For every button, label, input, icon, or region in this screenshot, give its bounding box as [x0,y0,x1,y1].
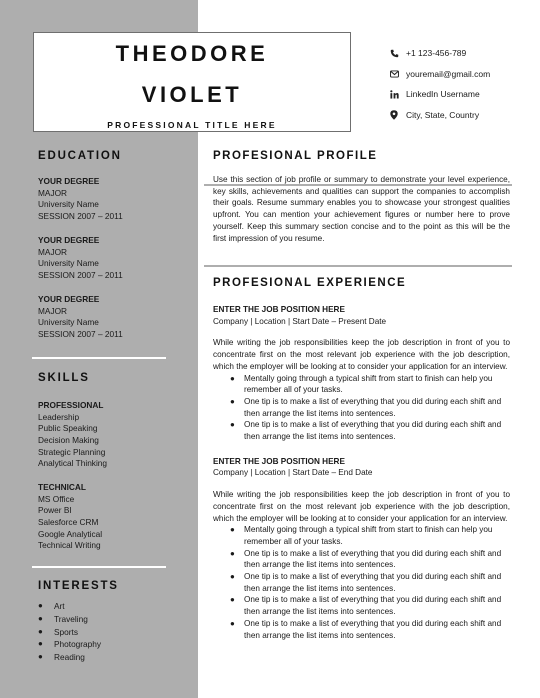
degree-title: YOUR DEGREE [38,294,100,304]
session-dates: SESSION 2007 – 2011 [38,269,123,280]
degree-title: YOUR DEGREE [38,235,100,245]
skill-item: Leadership [38,411,80,422]
education-section [38,150,166,340]
contact-phone-text: +1 123-456-789 [406,48,467,59]
list-item: ● One tip is to make a list of everything that you did during each shift and then arrange the list items into sentences. [230,595,502,617]
job-bullets [230,373,510,443]
section-divider [32,357,166,359]
job-meta: Company | Location | Start Date – Present Date [213,316,387,326]
list-item: ● One tip is to make a list of everything that you did during each shift and then arrange the list items into sentences. [230,618,502,640]
session-dates: SESSION 2007 – 2011 [38,210,123,221]
list-item: ● Mentally going through a typical shift from start to finish can help you remember all of your tasks. [230,525,493,546]
contact-linkedin-text: LinkedIn Username [406,89,480,100]
job-meta: Company | Location | Start Date – End Date [213,468,373,478]
contact-email [390,64,535,85]
linkedin-icon [390,90,406,99]
heading-underline [204,184,512,186]
envelope-icon [390,70,406,78]
job-title: ENTER THE JOB POSITION HERE [213,305,345,314]
section-divider [204,265,512,267]
degree-title: YOUR DEGREE [38,176,100,186]
section-divider [32,566,166,568]
list-item: ● One tip is to make a list of everything that you did during each shift and then arrange the list items into sentences. [230,420,502,442]
list-item: ● Mentally going through a typical shift from start to finish can help you remember all of your tasks. [230,373,493,395]
job-entry [213,304,510,443]
university-name: University Name [38,199,99,209]
technical-skills [38,482,166,552]
job-bullets [230,524,510,641]
degree-major: MAJOR [38,187,68,198]
job-description: While writing the job responsibilities keep the job description in front of you to concentrate first on the most relevant job experience with the job description, which the employer will be looking at to consider your application for an interview. [213,338,510,371]
professional-title: PROFESSIONAL TITLE HERE [107,120,277,130]
skill-item: Technical Writing [38,540,101,551]
job-entry [213,456,510,642]
list-item: ● One tip is to make a list of everything that you did during each shift and then arrange the list items into sentences. [230,572,502,593]
first-name: THEODORE [115,41,269,66]
skills-heading: SKILLS [38,372,90,384]
interests-list [38,600,166,664]
skill-item: Google Analytical [38,528,103,539]
skill-item: Salesforce CRM [38,516,99,527]
contact-phone [390,43,535,64]
technical-skills-title: TECHNICAL [38,482,86,493]
education-heading: EDUCATION [38,150,122,162]
skill-item: MS Office [38,493,75,504]
skill-item: Power BI [38,505,72,516]
skills-section [38,372,166,552]
skill-item: Public Speaking [38,423,98,434]
list-item: ● One tip is to make a list of everything that you did during each shift and then arrange the list items into sentences. [230,548,502,570]
education-entry [38,294,166,340]
professional-skills [38,400,166,470]
education-entry [38,235,166,281]
list-item: ● Traveling [38,613,88,624]
job-title: ENTER THE JOB POSITION HERE [213,456,345,466]
profile-heading: PROFESIONAL PROFILE [213,150,378,162]
session-dates: SESSION 2007 – 2011 [38,328,123,339]
education-entry [38,176,166,222]
contact-email-text: youremail@gmail.com [406,68,491,79]
contact-location-text: City, State, Country [406,109,480,120]
location-pin-icon [390,110,406,120]
interests-heading: INTERESTS [38,580,119,592]
university-name: University Name [38,258,99,268]
list-item: ● One tip is to make a list of everything that you did during each shift and then arrange the list items into sentences. [230,396,502,418]
experience-heading: PROFESIONAL EXPERIENCE [213,277,407,289]
phone-icon [390,49,406,58]
last-name: VIOLET [141,82,243,107]
list-item: ● Reading [38,652,85,663]
name-header [33,32,351,132]
profile-text: Use this section of job profile or summary to demonstrate your level experience, key skills, achievements and qualities can support the companies to accomplish their goals. Resume summary enables you to showcase your strongest qualities upfront. You can mention your achievement figures or number here to prove yourself. Keep this summary section concise and to the point as this will be the first impression of you resume. [213,175,510,243]
profile-section [213,150,510,244]
contact-location [390,105,535,126]
skill-item: Decision Making [38,434,99,445]
university-name: University Name [38,317,99,327]
degree-major: MAJOR [38,246,68,257]
contact-info [390,43,535,125]
list-item: ● Sports [38,626,78,637]
list-item: ● Photography [38,639,102,650]
contact-linkedin [390,84,535,105]
skill-item: Strategic Planning [38,446,106,457]
interests-section [38,580,166,664]
professional-skills-title: PROFESSIONAL [38,400,104,410]
experience-section [213,277,510,641]
degree-major: MAJOR [38,305,68,316]
skill-item: Analytical Thinking [38,458,108,469]
job-description: While writing the job responsibilities keep the job description in front of you to concentrate first on the most relevant job experience with the job description, which the employer will be looking at to consider your application for an interview. [213,490,510,523]
list-item: ● Art [38,601,65,611]
